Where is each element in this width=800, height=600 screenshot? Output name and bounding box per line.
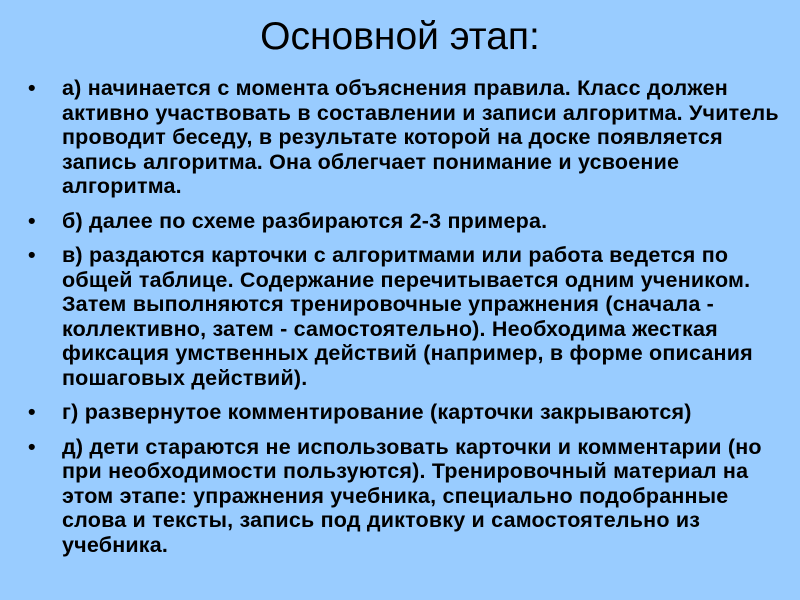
bullet-text: а) начинается с момента объяснения правила. Класс должен активно участвовать в составлении и записи алгоритма. Учитель проводит беседу, в результате которой на доске появляется запись алгоритма. Она облегчает понимание и усвоение алгоритма. bbox=[62, 76, 779, 198]
bullet-text: б) далее по схеме разбираются 2-3 примера. bbox=[62, 208, 548, 233]
bullet-text: д) дети стараются не использовать карточки и комментарии (но при необходимости пользуются). Тренировочный материал на этом этапе: упражнения учебника, специально подобранные слова и тексты, запись под диктовку и самостоятельно из учебника. bbox=[62, 434, 762, 557]
bullet-item-g bbox=[24, 400, 784, 425]
bullet-dot-icon: • bbox=[28, 434, 36, 459]
bullet-item-v bbox=[24, 243, 784, 390]
bullet-dot-icon: • bbox=[28, 208, 36, 233]
bullet-dot-icon: • bbox=[28, 400, 36, 424]
bullet-item-d bbox=[24, 435, 784, 558]
bullet-item-b bbox=[24, 209, 784, 234]
slide-title: Основной этап: bbox=[260, 15, 540, 58]
bullet-item-a bbox=[24, 76, 784, 199]
bullet-list bbox=[24, 76, 784, 567]
bullet-dot-icon: • bbox=[28, 76, 36, 100]
bullet-dot-icon: • bbox=[28, 243, 36, 267]
bullet-text: г) развернутое комментирование (карточки закрываются) bbox=[62, 400, 692, 424]
bullet-text: в) раздаются карточки с алгоритмами или работа ведется по общей таблице. Содержание перечитывается одним учеником. Затем выполняются тренировочные упражнения (сначала - коллективно, затем - самостоятельно). Необходима жесткая фиксация умственных действий (например, в форме описания пошаговых действий). bbox=[62, 243, 753, 390]
